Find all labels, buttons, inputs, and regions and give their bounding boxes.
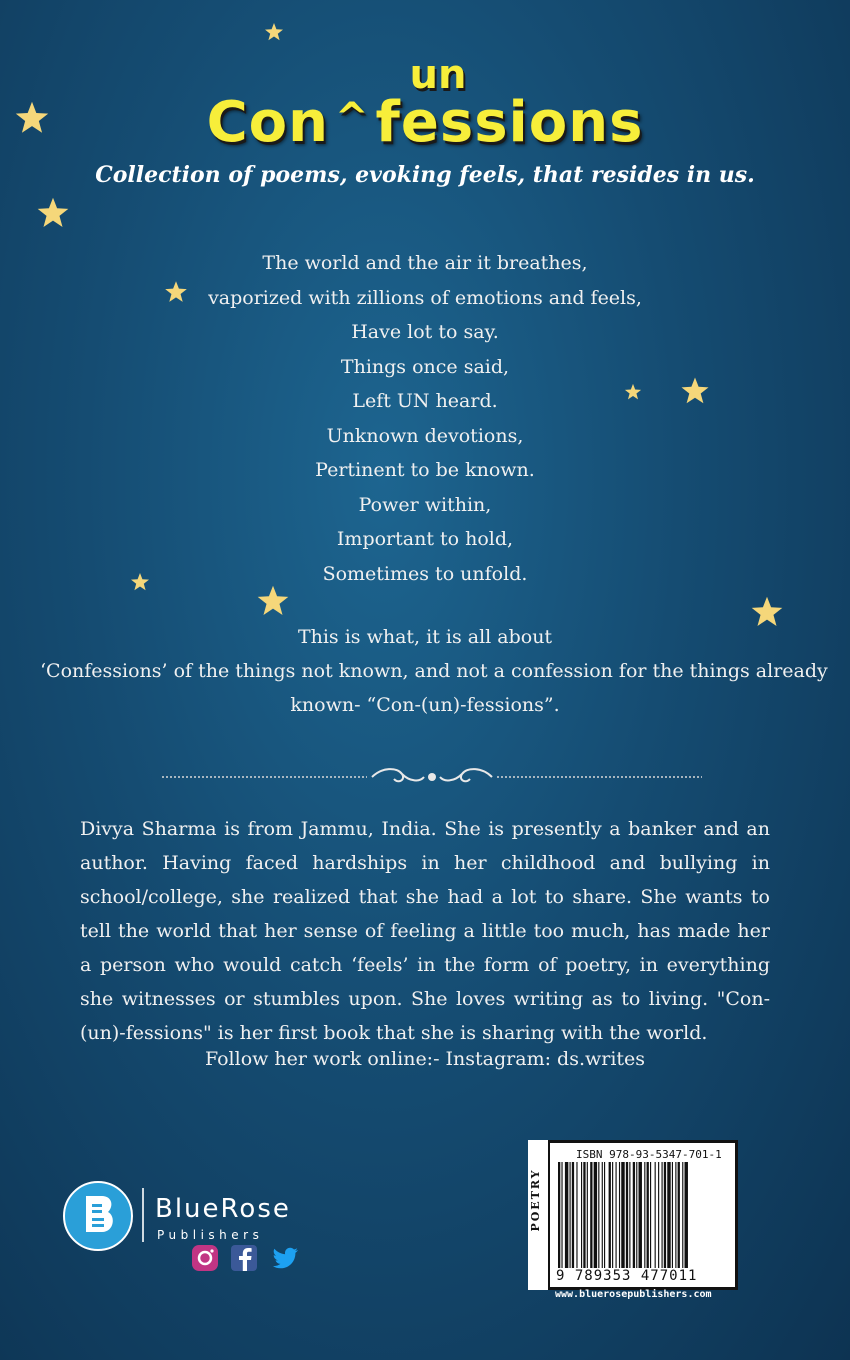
about-line: known- “Con-(un)-fessions”.	[290, 694, 560, 716]
publisher-divider	[142, 1188, 144, 1242]
barcode-bar	[590, 1162, 592, 1268]
barcode-bar	[678, 1162, 680, 1268]
barcode-bar	[602, 1162, 603, 1268]
social-icons	[190, 1243, 302, 1273]
barcode-bar	[609, 1162, 611, 1268]
instagram-icon	[192, 1245, 218, 1271]
barcode-bar	[650, 1162, 651, 1268]
about-text	[40, 620, 828, 722]
barcode-bar	[633, 1162, 635, 1268]
barcode-bar	[675, 1162, 676, 1268]
barcode-bar	[636, 1162, 637, 1268]
about-line: ‘Confessions’ of the things not known, and not a confession for the things already	[40, 660, 828, 682]
poem-line: The world and the air it breathes,	[262, 252, 588, 274]
barcode-bar	[565, 1162, 568, 1268]
poem	[0, 246, 850, 591]
barcode-bar	[576, 1162, 577, 1268]
follow-text: Follow her work online:- Instagram: ds.writes	[204, 1048, 646, 1070]
facebook-icon	[231, 1245, 257, 1271]
barcode-bar	[664, 1162, 666, 1268]
barcode-bar	[629, 1162, 630, 1268]
publisher-logo-icon	[62, 1180, 134, 1252]
barcode-bar	[594, 1162, 597, 1268]
barcode-bar	[581, 1162, 582, 1268]
barcode-number: 9 789353 477011	[556, 1268, 698, 1284]
title-left: Con	[206, 90, 330, 155]
category-label: POETRY	[529, 1168, 542, 1232]
barcode-bar	[682, 1162, 683, 1268]
barcode-icon	[556, 1162, 734, 1268]
barcode-bar	[647, 1162, 649, 1268]
publisher-name: BlueRose	[155, 1194, 291, 1224]
barcode-bar	[558, 1162, 560, 1268]
title-caret: ^	[335, 94, 370, 141]
poem-line: Important to hold,	[336, 528, 514, 550]
title-main	[0, 90, 850, 155]
barcode-bar	[612, 1162, 613, 1268]
about-line: This is what, it is all about	[297, 626, 553, 648]
publisher-subtitle: Publishers	[157, 1228, 264, 1242]
book-title	[0, 52, 850, 155]
barcode-bar	[587, 1162, 588, 1268]
barcode-bar	[672, 1162, 673, 1268]
barcode-bar	[658, 1162, 659, 1268]
barcode-bar	[662, 1162, 663, 1268]
poem-line: vaporized with zillions of emotions and feels,	[208, 286, 642, 309]
star-icon	[36, 196, 70, 230]
barcode-bar	[583, 1162, 585, 1268]
poem-line: Left UN heard.	[352, 390, 498, 412]
poem-line: Sometimes to unfold.	[322, 562, 528, 585]
barcode-bar	[655, 1162, 656, 1268]
barcode-bar	[621, 1162, 624, 1268]
publisher-website: www.bluerosepublishers.com	[555, 1289, 712, 1300]
barcode-bar	[572, 1162, 574, 1268]
barcode-bar	[644, 1162, 645, 1268]
title-right: fessions	[375, 90, 644, 155]
barcode-bar	[626, 1162, 628, 1268]
poem-line: Unknown devotions,	[326, 424, 524, 447]
author-bio: Divya Sharma is from Jammu, India. She is presently a banker and an author. Having faced hardships in her childhood and bullying in school/college, she realized that she had a lot to share. She wants to tell the world that her sense of feeling a little too much, has made her a person who would catch ‘feels’ in the form of poetry, in everything she witnesses or stumbles upon. She loves writing as to living. "Con-(un)-fessions" is her first book that she is sharing with the world.	[80, 818, 770, 1044]
poem-line: Pertinent to be known.	[315, 459, 535, 481]
poem-line: Have lot to say.	[351, 321, 499, 343]
star-icon	[264, 22, 284, 42]
barcode-bar	[598, 1162, 599, 1268]
barcode-bar	[619, 1162, 620, 1268]
barcode-bar	[667, 1162, 670, 1268]
barcode-bar	[685, 1162, 688, 1268]
poem-line: Power within,	[358, 493, 492, 516]
tagline: Collection of poems, evoking feels, that resides in us.	[95, 162, 755, 188]
barcode-bar	[570, 1162, 571, 1268]
barcode-bar	[561, 1162, 562, 1268]
barcode-bar	[639, 1162, 642, 1268]
barcode-bar	[616, 1162, 617, 1268]
ornament-divider	[162, 762, 702, 792]
title-superscript: un	[409, 52, 467, 98]
barcode-bar	[604, 1162, 605, 1268]
twitter-icon	[273, 1248, 298, 1269]
poem-line: Things once said,	[340, 355, 510, 378]
isbn-label: ISBN 978-93-5347-701-1	[576, 1148, 722, 1161]
